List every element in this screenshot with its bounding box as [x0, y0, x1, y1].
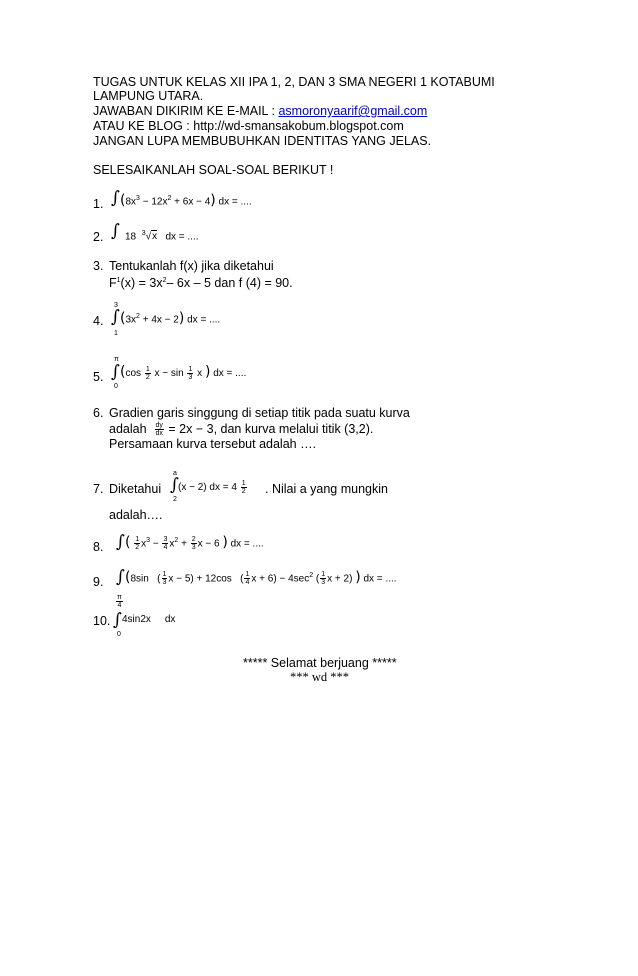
problem-8-number: 8. [93, 540, 104, 554]
integral-sign-icon: ∫ [116, 567, 125, 587]
problem-3-line-2: $F^1(x) = 3x^2-$ 6x – 5 dan f (4) = 90. [109, 276, 293, 291]
header-line-2: LAMPUNG UTARA. [93, 89, 204, 103]
integral-sign-icon: ∫ [111, 307, 120, 327]
integral-sign-icon: ∫ [116, 532, 125, 552]
problem-4-upper-limit: 3 [114, 302, 118, 309]
integral-sign-icon: ∫ [111, 362, 120, 382]
problem-10-number: 10. [93, 614, 111, 628]
problem-7-expression: (x − 2) dx = 4 $\frac{1}{2}$ [178, 480, 246, 495]
problem-1-number: 1. [93, 197, 104, 211]
problem-8-expression: ( $\frac{1}{2}$ $x^3$ − $\frac{3}{4}$ $x^2$ + $\frac{2}{3}$ x − 6 ) dx = .... [125, 534, 264, 552]
problem-6-number: 6. [93, 406, 104, 420]
problem-10-expression: 4sin2x dx [122, 614, 176, 625]
problem-7-line-2: adalah…. [109, 508, 163, 522]
integral-sign-icon: ∫ [111, 221, 120, 241]
problem-5-number: 5. [93, 370, 104, 384]
problem-6-line-2: adalah $\frac{dy}{dx}$ = 2x − 3, dan kurva melalui titik (3,2). [109, 422, 374, 438]
footer-line-1: ***** Selamat berjuang ***** [243, 656, 397, 670]
problem-7-upper-limit: a [173, 470, 177, 477]
problem-9-number: 9. [93, 575, 104, 589]
instruction: SELESAIKANLAH SOAL-SOAL BERIKUT ! [93, 163, 334, 177]
problem-3-line-1: Tentukanlah f(x) jika diketahui [109, 259, 274, 273]
problem-3-number: 3. [93, 259, 104, 273]
footer-line-2: *** wd *** [290, 670, 350, 684]
problem-6-line-1: Gradien garis singgung di setiap titik pada suatu kurva [109, 406, 410, 420]
problem-2-expression: 18 $^3$√x dx = .... [125, 230, 199, 243]
header-line-3 [93, 104, 427, 118]
problem-4-expression: $(3x^2 + 4x - 2)$ dx = .... [120, 310, 221, 327]
problem-5-lower-limit: 0 [114, 383, 118, 390]
header-line-5: JANGAN LUPA MEMBUBUHKAN IDENTITAS YANG JELAS. [93, 134, 432, 148]
problem-4-number: 4. [93, 314, 104, 328]
problem-7-label: Diketahui [109, 482, 162, 496]
integral-sign-icon: ∫ [113, 610, 122, 630]
problem-7-lower-limit: 2 [173, 496, 177, 503]
problem-1-expression: $(8x^3 - 12x^2 + 6x - 4)$ dx = .... [120, 192, 252, 209]
integral-sign-icon: ∫ [170, 475, 179, 495]
problem-7-tail: . Nilai a yang mungkin [265, 482, 388, 496]
problem-9-expression: (8sin ( $\frac{1}{3}$ x − 5) + 12cos ( $\frac{1}{4}$ $x + 6) - 4\sec^2$ ( $\frac{1}{3}$ x + 2) ) dx = .... [125, 569, 397, 587]
integral-sign-icon: ∫ [111, 188, 120, 208]
problem-7-number: 7. [93, 482, 104, 496]
email-label: JAWABAN DIKIRIM KE E-MAIL : [93, 104, 279, 118]
problem-6-line-3: Persamaan kurva tersebut adalah …. [109, 437, 317, 451]
problem-2-number: 2. [93, 230, 104, 244]
problem-10-lower-limit: 0 [117, 631, 121, 638]
problem-5-upper-limit: π [114, 356, 119, 363]
problem-10-upper-limit: $\frac{\pi}{4}$ [117, 594, 122, 609]
header-line-4: ATAU KE BLOG : http://wd-smansakobum.blogspot.com [93, 119, 404, 133]
problem-4-lower-limit: 1 [114, 330, 118, 337]
header-line-1: TUGAS UNTUK KELAS XII IPA 1, 2, DAN 3 SMA NEGERI 1 KOTABUMI [93, 75, 495, 89]
problem-5-expression: (cos $\frac{1}{2}$ x − sin $\frac{1}{3}$ x ) dx = .... [120, 364, 247, 381]
email-link[interactable]: asmoronyaarif@gmail.com [278, 104, 428, 118]
